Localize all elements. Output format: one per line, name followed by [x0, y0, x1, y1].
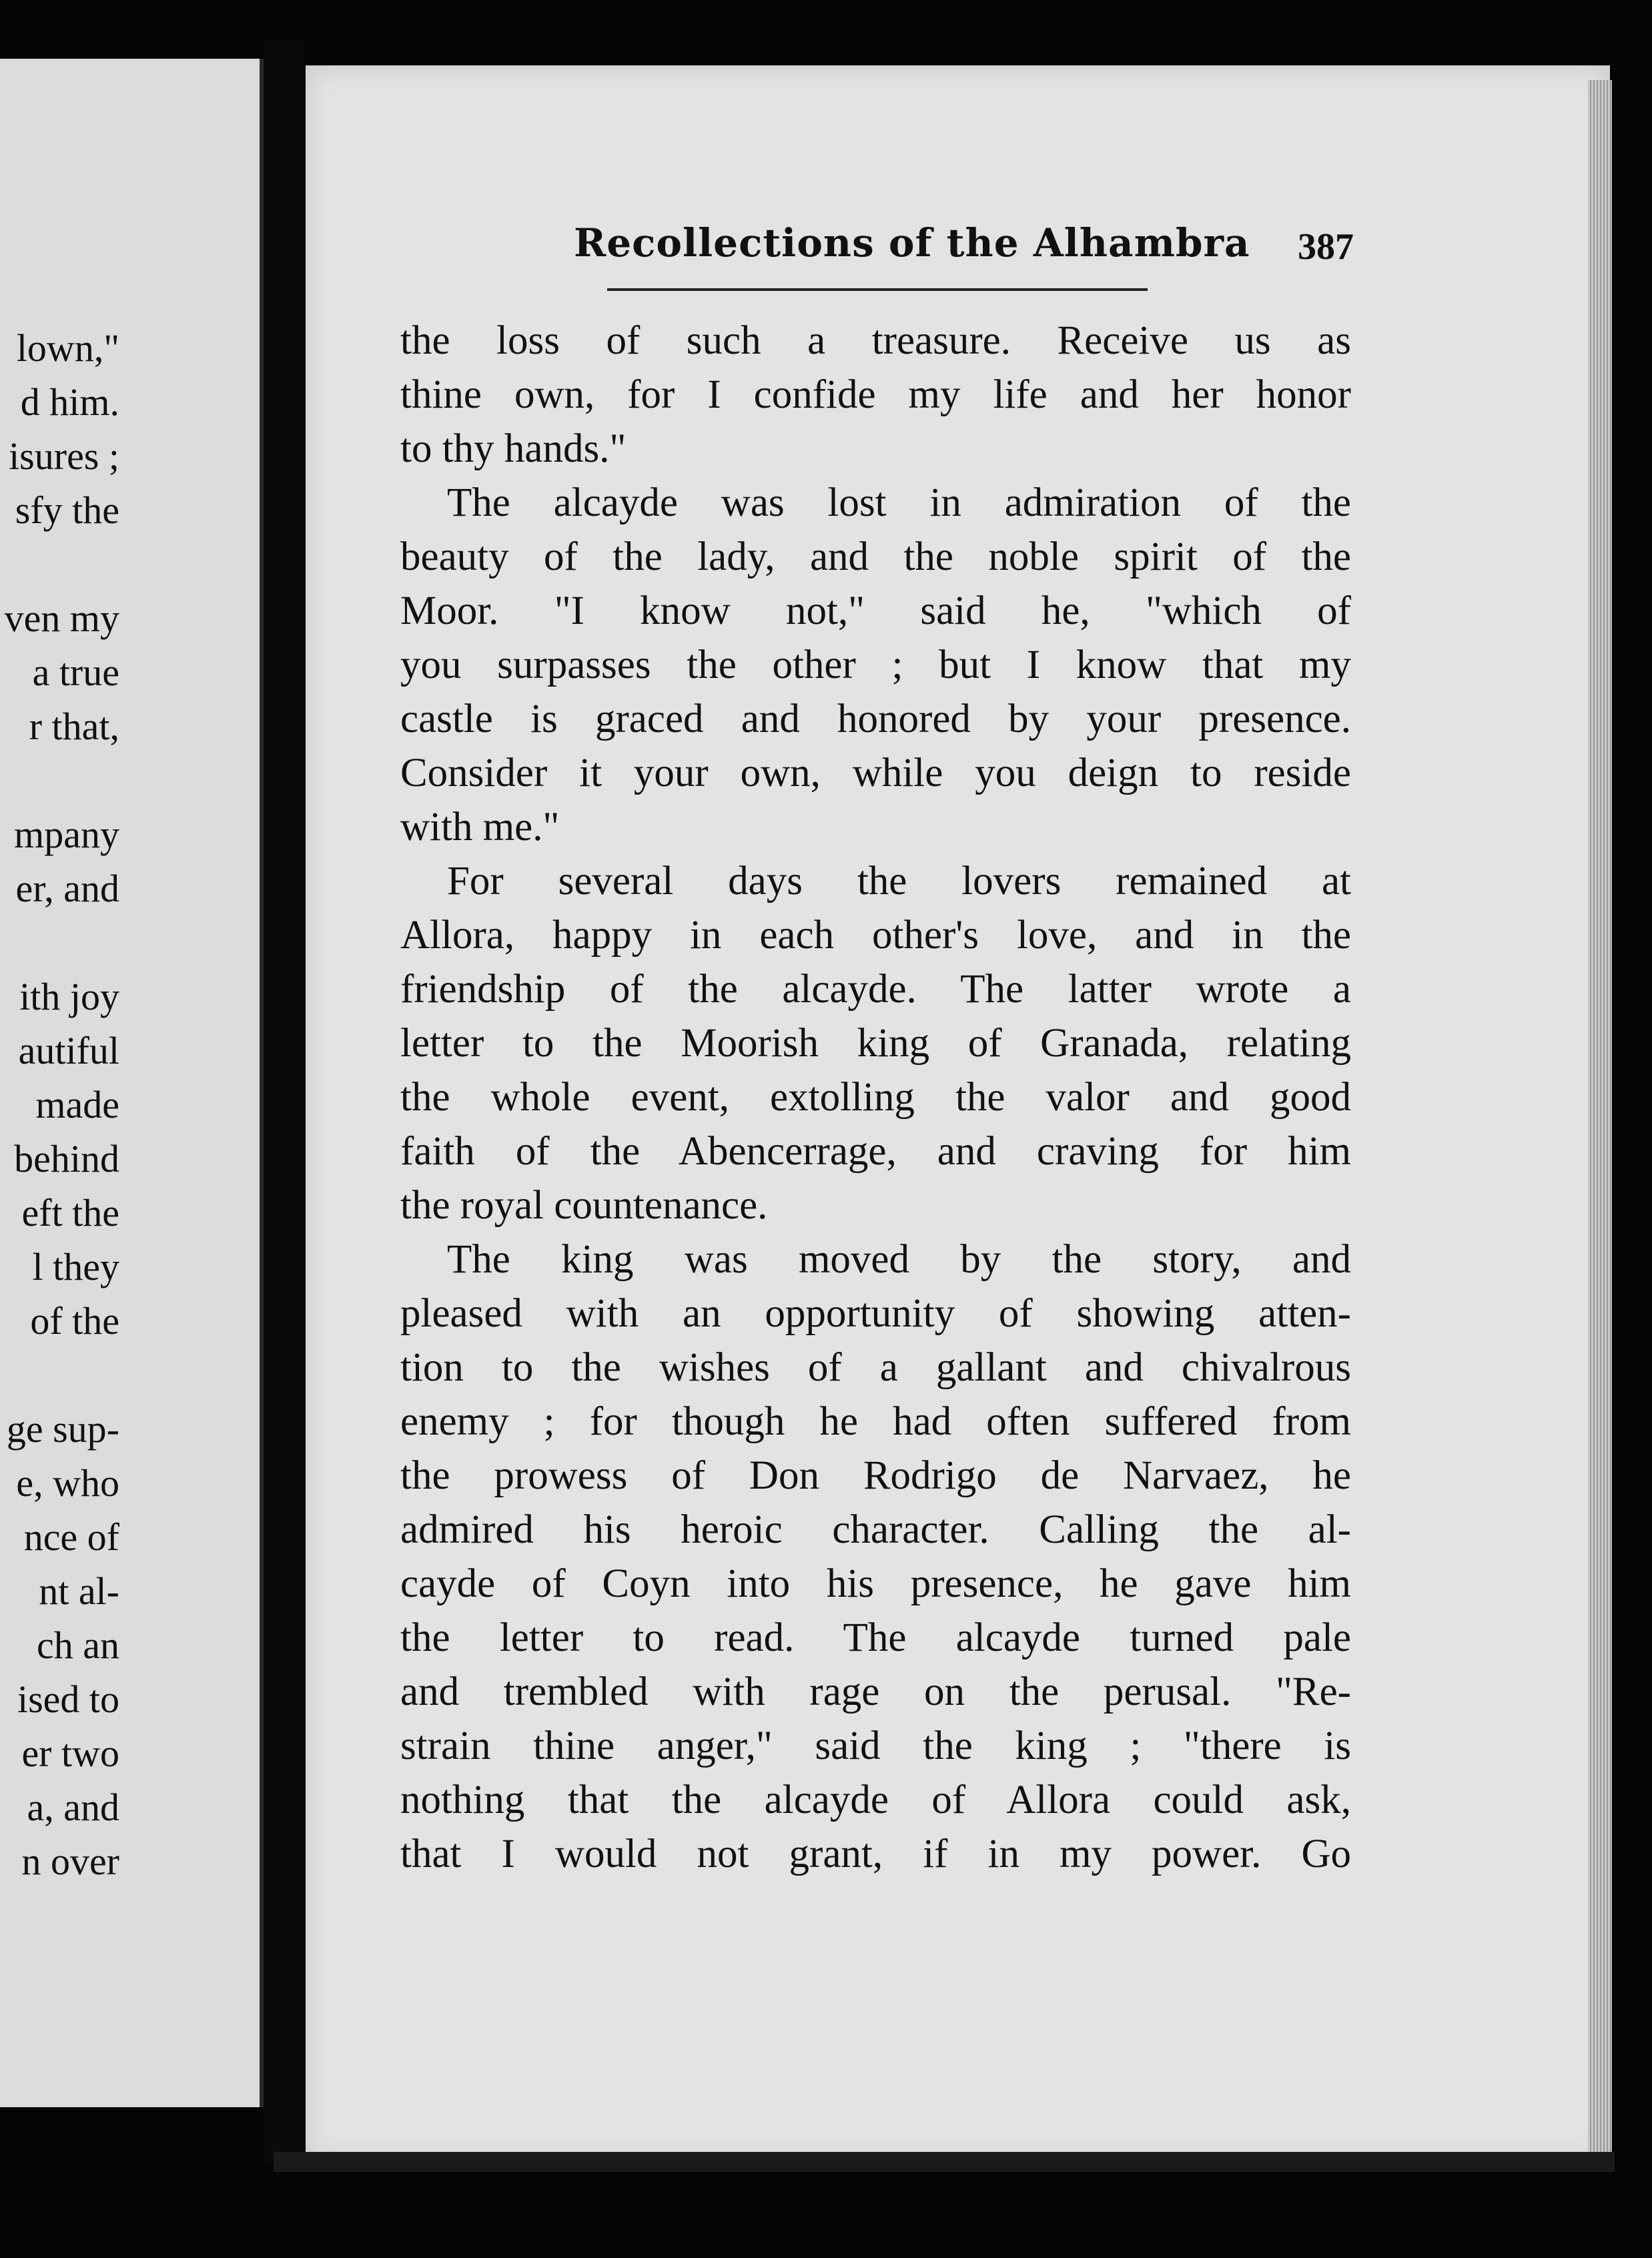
text-line: the whole event, extolling the valor and good [400, 1075, 1351, 1120]
text-line: Allora, happy in each other's love, and in the [400, 913, 1351, 958]
facing-page-line: ised to [17, 1677, 119, 1721]
text-line: Consider it your own, while you deign to reside [400, 751, 1351, 795]
text-line: that I would not grant, if in my power. Go [400, 1832, 1351, 1876]
page-number: 387 [1298, 226, 1354, 268]
text-line: Moor. "I know not," said he, "which of [400, 589, 1351, 633]
text-line: to thy hands." [400, 426, 627, 471]
text-line: the royal countenance. [400, 1183, 768, 1228]
text-line: faith of the Abencerrage, and craving for him [400, 1129, 1351, 1174]
facing-page-line: a, and [27, 1786, 119, 1829]
text-line: The alcayde was lost in admiration of the [447, 480, 1351, 525]
facing-page-line: ge sup- [6, 1407, 119, 1451]
facing-page-line: ch an [37, 1623, 119, 1667]
facing-page-line: isures ; [9, 434, 119, 478]
text-line: admired his heroic character. Calling the al- [400, 1507, 1351, 1552]
facing-page-line: mpany [14, 813, 119, 856]
facing-page-line: a true [32, 651, 119, 694]
text-line: letter to the Moorish king of Granada, relating [400, 1021, 1351, 1066]
text-line: The king was moved by the story, and [447, 1237, 1351, 1282]
header-rule [607, 288, 1148, 291]
facing-page-line: er, and [15, 867, 119, 910]
facing-page-line: autiful [18, 1029, 119, 1072]
facing-page-line: ith joy [19, 975, 119, 1018]
facing-page-line: ven my [4, 597, 119, 640]
text-line: tion to the wishes of a gallant and chivalrous [400, 1345, 1351, 1390]
text-line: cayde of Coyn into his presence, he gave him [400, 1561, 1351, 1606]
facing-page-line: sfy the [15, 488, 119, 532]
page-edges [1588, 80, 1612, 2162]
facing-page-line: eft the [21, 1191, 119, 1234]
facing-page-line: r that, [29, 705, 119, 748]
text-line: castle is graced and honored by your presence. [400, 697, 1351, 741]
text-line: pleased with an opportunity of showing atten- [400, 1291, 1351, 1336]
text-line: friendship of the alcayde. The latter wrote a [400, 967, 1351, 1012]
running-title: Recollections of the Alhambra [574, 220, 1250, 266]
facing-page-fragment [0, 59, 264, 2107]
facing-page-line: er two [21, 1732, 119, 1775]
text-line: the prowess of Don Rodrigo de Narvaez, he [400, 1453, 1351, 1498]
page-bottom-shadow [274, 2152, 1615, 2172]
text-line: the loss of such a treasure. Receive us as [400, 318, 1351, 363]
book-gutter [264, 40, 304, 2162]
facing-page-line: nt al- [39, 1569, 119, 1613]
text-line: you surpasses the other ; but I know that my [400, 643, 1351, 687]
text-line: the letter to read. The alcayde turned pale [400, 1615, 1351, 1660]
facing-page-line: lown," [16, 326, 119, 370]
facing-page-line: l they [32, 1245, 119, 1288]
facing-page-line: made [35, 1083, 119, 1126]
text-line: beauty of the lady, and the noble spirit of the [400, 534, 1351, 579]
text-line: with me." [400, 805, 560, 849]
text-line: enemy ; for though he had often suffered from [400, 1399, 1351, 1444]
facing-page-line: n over [21, 1840, 119, 1883]
body-text [400, 314, 1351, 1881]
text-line: and trembled with rage on the perusal. "Re- [400, 1669, 1351, 1714]
text-line: strain thine anger," said the king ; "there is [400, 1724, 1351, 1768]
facing-page-line: e, who [16, 1461, 119, 1505]
facing-page-line: of the [30, 1299, 119, 1343]
text-line: For several days the lovers remained at [447, 859, 1351, 903]
facing-page-line: d him. [20, 380, 119, 424]
text-line: nothing that the alcayde of Allora could ask, [400, 1778, 1351, 1822]
facing-page-line: nce of [23, 1515, 119, 1559]
facing-page-line: behind [14, 1137, 119, 1180]
text-line: thine own, for I confide my life and her honor [400, 372, 1351, 417]
